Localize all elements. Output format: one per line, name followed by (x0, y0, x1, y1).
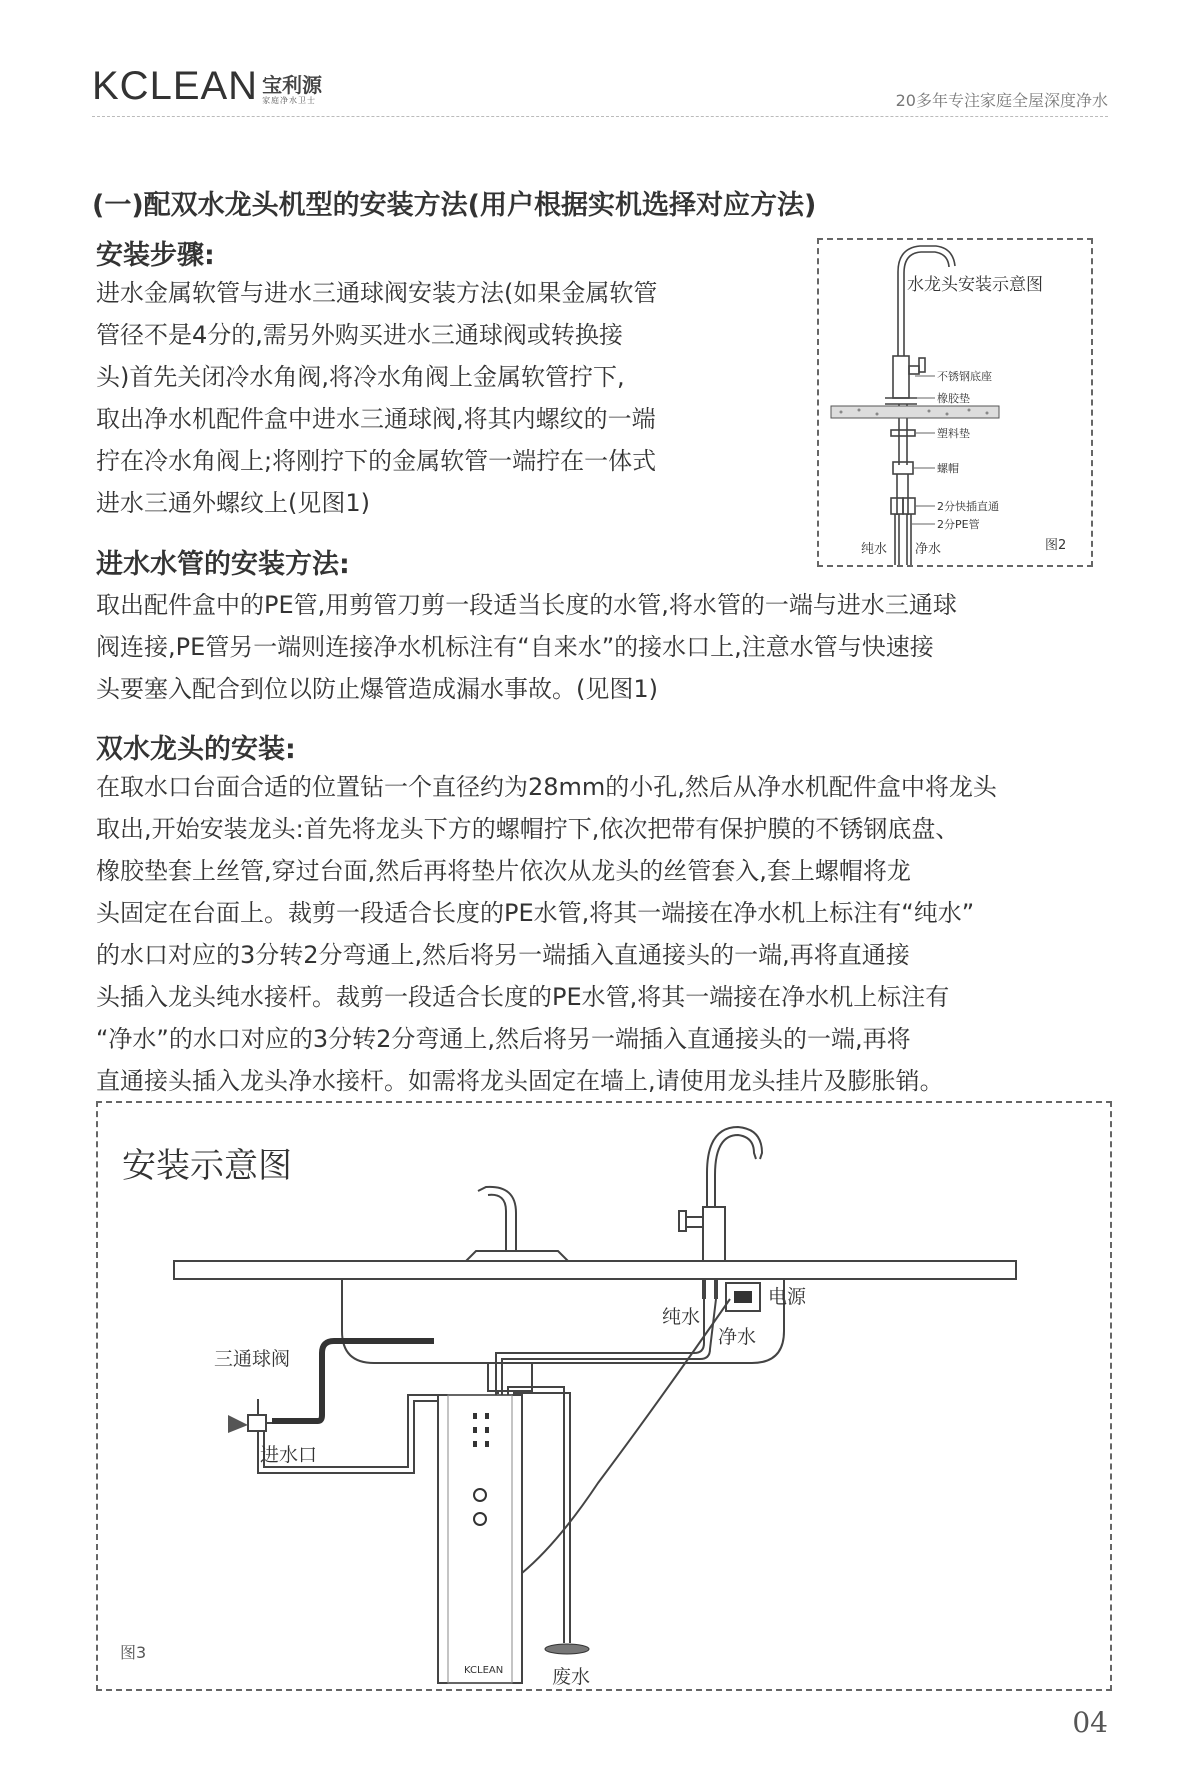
logo-wordmark: KCLEAN (92, 64, 259, 108)
label-clean-water: 净水 (718, 1326, 757, 1348)
faucet-line: 头插入龙头纯水接杆。裁剪一段适合长度的PE水管,将其一端接在净水机上标注有 (96, 983, 950, 1011)
faucet-paragraph (96, 766, 997, 1102)
label-plastic-pad: 塑料垫 (937, 427, 970, 440)
label-waste-water: 废水 (552, 1666, 591, 1688)
inlet-line: 取出配件盒中的PE管,用剪管刀剪一段适当长度的水管,将水管的一端与进水三通球 (96, 591, 957, 619)
header-divider (92, 116, 1108, 117)
inlet-paragraph (96, 584, 957, 710)
power-cord (522, 1299, 730, 1573)
logo-cn-block (262, 74, 322, 106)
label-ball-valve: 三通球阀 (214, 1348, 291, 1370)
label-clean-water: 净水 (915, 542, 942, 557)
figure-3 (96, 1101, 1112, 1691)
installation-diagram (98, 1103, 1110, 1689)
purifier-machine (438, 1395, 522, 1683)
inlet-heading: 进水水管的安装方法: (96, 549, 350, 580)
header-tagline: 20多年专注家庭全屋深度净水 (895, 91, 1108, 110)
figure3-number: 图3 (120, 1643, 147, 1662)
logo-cn-name: 宝利源 (262, 73, 323, 97)
label-pure-water: 纯水 (662, 1306, 701, 1328)
faucet-line: 在取水口台面合适的位置钻一个直径约为28mm的小孔,然后从净水机配件盒中将龙头 (96, 773, 997, 801)
steps-heading: 安装步骤: (96, 240, 215, 271)
figure-2 (817, 238, 1093, 567)
label-quick-connector: 2分快插直通 (937, 500, 999, 513)
label-nut: 螺帽 (937, 462, 959, 475)
faucet-line: 头固定在台面上。裁剪一段适合长度的PE水管,将其一端接在净水机上标注有“纯水” (96, 899, 975, 927)
three-way-ball-valve (248, 1415, 266, 1431)
tap-water-pipe (272, 1341, 434, 1421)
label-steel-base: 不锈钢底座 (937, 370, 992, 383)
steps-line: 取出净水机配件盒中进水三通球阀,将其内螺纹的一端 (96, 405, 656, 433)
machine-brand: KCLEAN (464, 1665, 504, 1676)
faucet-line: 取出,开始安装龙头:首先将龙头下方的螺帽拧下,依次把带有保护膜的不锈钢底盘、 (96, 815, 960, 843)
inlet-line: 头要塞入配合到位以防止爆管造成漏水事故。(见图1) (96, 675, 658, 703)
faucet-line: “净水”的水口对应的3分转2分弯通上,然后将另一端插入直通接头的一端,再将 (96, 1025, 911, 1053)
inlet-line: 阀连接,PE管另一端则连接净水机标注有“自来水”的接水口上,注意水管与快速接 (96, 633, 934, 661)
section-title: (一)配双水龙头机型的安装方法(用户根据实机选择对应方法) (92, 190, 817, 221)
figure2-number: 图2 (1045, 538, 1067, 553)
steps-line: 头)首先关闭冷水角阀,将冷水角阀上金属软管拧下, (96, 363, 625, 391)
label-power: 电源 (768, 1286, 807, 1308)
logo-cn-sub: 家庭净水卫士 (262, 96, 317, 105)
steps-line: 进水三通外螺纹上(见图1) (96, 489, 370, 517)
steps-line: 进水金属软管与进水三通球阀安装方法(如果金属软管 (96, 279, 658, 307)
valve-handle (228, 1415, 248, 1433)
steps-line: 拧在冷水角阀上;将刚拧下的金属软管一端拧在一体式 (96, 447, 657, 475)
faucet-diagram (819, 240, 1091, 565)
faucet-heading: 双水龙头的安装: (96, 734, 296, 765)
countertop (174, 1261, 1016, 1279)
figure2-title: 水龙头安装示意图 (907, 275, 1043, 295)
sink-faucet-base (466, 1251, 568, 1261)
figure3-title: 安装示意图 (122, 1146, 292, 1186)
floor-drain (545, 1644, 589, 1654)
steps-line: 管径不是4分的,需另外购买进水三通球阀或转换接 (96, 321, 623, 349)
faucet-line: 直通接头插入龙头净水接杆。如需将龙头固定在墙上,请使用龙头挂片及膨胀销。 (96, 1067, 944, 1095)
steps-paragraph (96, 272, 657, 524)
label-rubber-pad: 橡胶垫 (937, 392, 970, 405)
faucet-line: 橡胶垫套上丝管,穿过台面,然后再将垫片依次从龙头的丝管套入,套上螺帽将龙 (96, 857, 911, 885)
purifier-faucet-body (703, 1207, 725, 1261)
page-number: 04 (1072, 1706, 1108, 1739)
label-inlet: 进水口 (260, 1444, 318, 1466)
label-pe-pipe: 2分PE管 (937, 518, 980, 531)
brand-logo (92, 66, 322, 106)
label-pure-water: 纯水 (861, 542, 888, 557)
faucet-line: 的水口对应的3分转2分弯通上,然后将另一端插入直通接头的一端,再将直通接 (96, 941, 910, 969)
